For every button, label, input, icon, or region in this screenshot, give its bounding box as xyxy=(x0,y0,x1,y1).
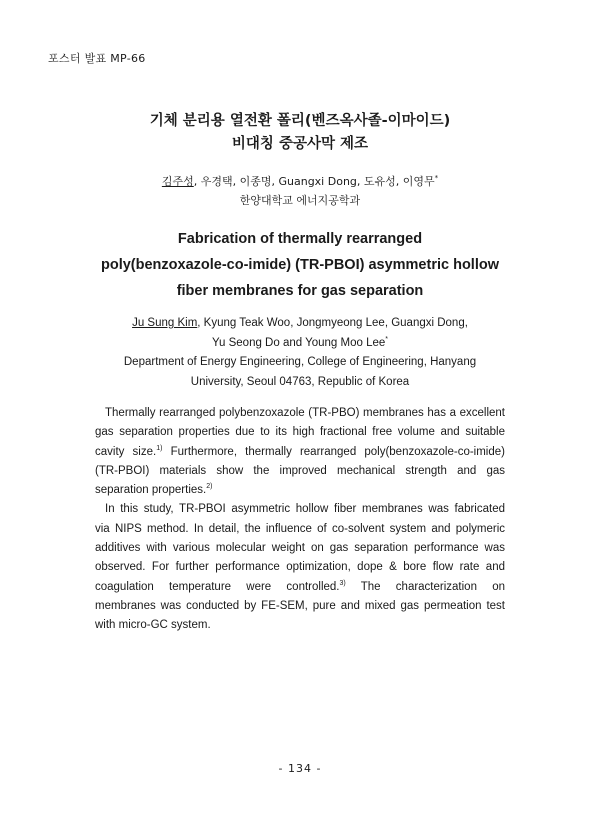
abstract-p1-line: Thermally rearranged polybenzoxazole (TR-PBO) membranes has a excellent xyxy=(105,407,505,419)
abstract-p1-line xyxy=(95,481,505,500)
english-title-line-3: fiber membranes for gas separation xyxy=(176,283,424,299)
english-title-line-1: Fabrication of thermally rearranged xyxy=(177,231,423,247)
korean-affiliation: 한양대학교 에너지공학과 xyxy=(239,194,361,207)
session-label: 포스터 발표 MP-66 xyxy=(48,52,146,65)
abstract-text: separation properties. xyxy=(95,484,207,497)
english-author-block xyxy=(0,314,600,392)
english-affiliation-line-1: Department of Energy Engineering, College of Engineering, Hanyang xyxy=(123,356,477,368)
english-corresponding-mark: * xyxy=(385,335,389,343)
abstract-p2-line: via NIPS method. In detail, the influence of co-solvent system and polymeric xyxy=(95,522,505,535)
korean-authors xyxy=(0,172,600,191)
english-title-line-2: poly(benzoxazole-co-imide) (TR-PBOI) asymmetric hollow xyxy=(101,257,499,273)
page-number: - 134 - xyxy=(278,762,322,775)
abstract-text: Furthermore, thermally rearranged poly(benzoxazole-co-imide) xyxy=(162,445,505,458)
korean-author-block xyxy=(0,172,600,210)
abstract-p1-line: gas separation properties due to its high fractional free volume and suitable xyxy=(95,426,505,439)
english-title xyxy=(0,226,600,304)
korean-corresponding-mark: * xyxy=(434,174,439,182)
reference-mark: 1) xyxy=(156,444,163,452)
english-presenting-author: Ju Sung Kim xyxy=(132,317,198,329)
abstract-p2-line: observed. For further performance optimization, dope & bore flow rate and xyxy=(95,561,505,574)
korean-title xyxy=(0,110,600,156)
abstract-p2-line: In this study, TR-PBOI asymmetric hollow fiber membranes was fabricated xyxy=(105,503,505,516)
abstract-p1-line: (TR-PBOI) materials show the improved mechanical strength and gas xyxy=(95,464,505,477)
english-authors-line-1 xyxy=(0,314,600,334)
english-coauthors: , Kyung Teak Woo, Jongmyeong Lee, Guangxi Dong, xyxy=(197,317,468,329)
abstract-body xyxy=(95,404,505,636)
abstract-p2-line: with micro-GC system. xyxy=(95,619,211,632)
abstract-p2-line xyxy=(95,578,505,597)
abstract-p2-line: membranes was conducted by FE-SEM, pure and mixed gas permeation test xyxy=(95,599,505,612)
abstract-text: The characterization on xyxy=(345,580,505,593)
korean-title-line-1: 기체 분리용 열전환 폴리(벤즈옥사졸-이마이드) xyxy=(149,113,451,129)
korean-coauthors: , 우경택, 이종명, Guangxi Dong, 도유성, 이영무 xyxy=(193,175,435,188)
english-authors-line-2 xyxy=(0,334,600,354)
abstract-text: cavity size. xyxy=(95,445,157,458)
reference-mark: 3) xyxy=(339,579,346,587)
english-affiliation-line-2: University, Seoul 04763, Republic of Korea xyxy=(190,375,410,388)
english-coauthors-2: Yu Seong Do and Young Moo Lee xyxy=(211,336,386,349)
korean-title-line-2: 비대칭 중공사막 제조 xyxy=(231,136,369,152)
korean-presenting-author: 김주성 xyxy=(161,175,194,188)
abstract-p1-line xyxy=(95,443,505,462)
reference-mark: 2) xyxy=(206,483,213,491)
abstract-text: coagulation temperature were controlled. xyxy=(95,580,340,593)
abstract-p2-line: additives with various molecular weight on gas separation performance was xyxy=(95,542,505,555)
